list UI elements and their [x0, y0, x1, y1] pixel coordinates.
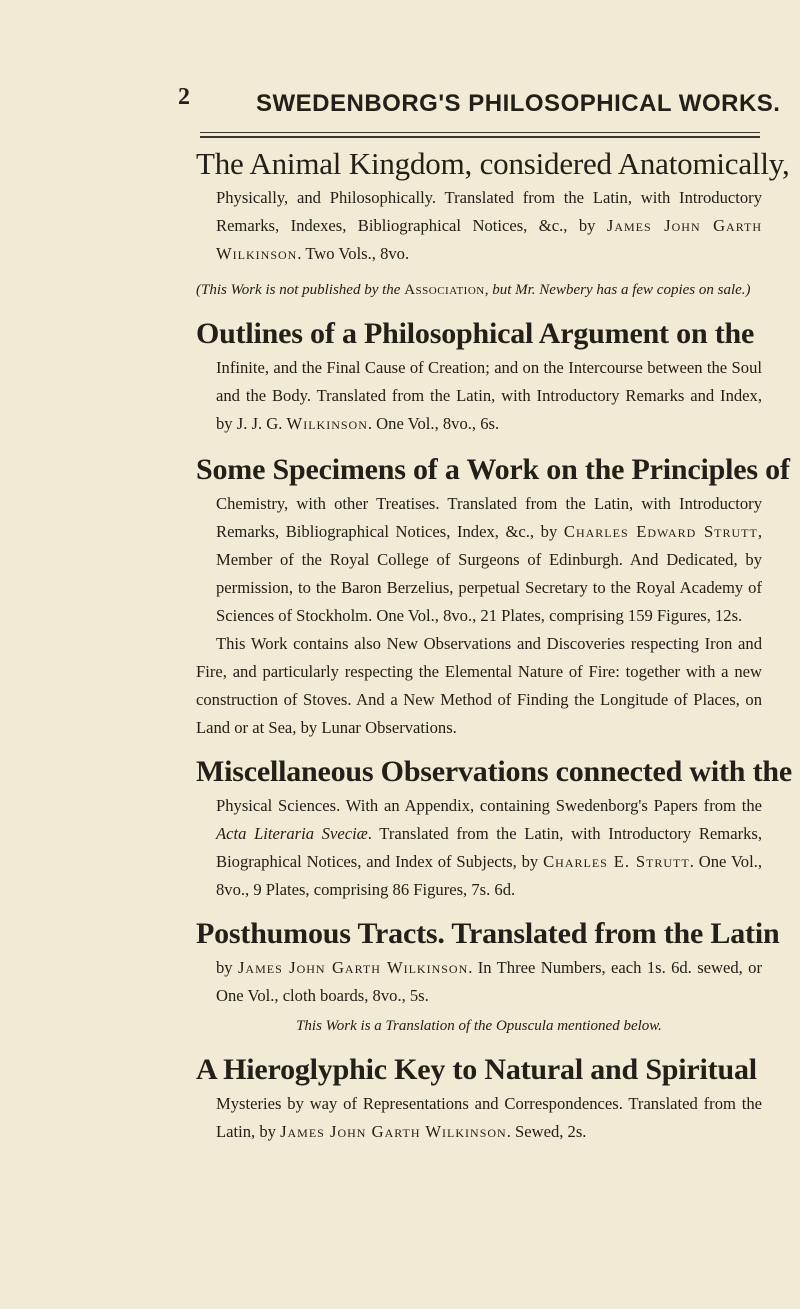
author-name: Charles E. Strutt: [543, 852, 690, 871]
author-name: James John Garth Wilkinson: [216, 216, 762, 263]
entry-animal-kingdom: [196, 144, 790, 304]
desc-text: Chemistry, with other Treatises. Translated from the Latin, with Introductory Remarks, Bibliographical Notices, Index, &c., by: [216, 494, 762, 541]
entry-description: [216, 184, 762, 268]
desc-italic-title: Acta Literaria Sveciæ: [216, 824, 368, 843]
entry-description: [216, 1090, 762, 1146]
desc-text: by: [216, 958, 238, 977]
desc-text: . One Vol., 8vo., 9 Plates, comprising 86 Figures, 7s. 6d.: [216, 852, 762, 899]
author-name: James John Garth Wilkinson: [237, 958, 469, 977]
entry-description: [216, 490, 762, 630]
header-rule-thick: [200, 136, 760, 138]
entry-title: Outlines of a Philosophical Argument on the: [196, 317, 755, 350]
entry-title: Posthumous Tracts. Translated from the Latin: [196, 917, 780, 950]
note-text: (This Work is not published by the: [196, 282, 405, 298]
entry-posthumous-tracts: [196, 914, 780, 1040]
desc-text: . In Three Numbers, each 1s. 6d. sewed, or One Vol., cloth boards, 8vo., 5s.: [216, 958, 762, 1005]
page-header: [178, 84, 781, 124]
desc-text: Infinite, and the Final Cause of Creation; and on the Intercourse between the Soul and the Body. Translated from the Latin, with Introductory Remarks and Index, by J. J. G.: [216, 358, 762, 433]
running-head: SWEDENBORG'S PHILOSOPHICAL WORKS.: [256, 90, 781, 117]
entry-paragraph: This Work contains also New Observations and Discoveries respecting Iron and Fire, and particularly respecting the Elemental Nature of Fire: together with a new construction of Stoves. And a New Method of Finding the Longitude of Places, on Land or at Sea, by Lunar Observations.: [196, 634, 762, 737]
entry-note: [196, 276, 762, 304]
entry-hieroglyphic-key: [196, 1050, 762, 1146]
desc-text: , Member of the Royal College of Surgeons of Edinburgh. And Dedicated, by permission, to the Baron Berzelius, perpetual Secretary to the Royal Academy of Sciences of Stockholm. One Vol., 8vo., 21 Plates, comprising 159 Figures, 12s.: [216, 522, 762, 625]
entry-miscellaneous: [196, 752, 792, 904]
entry-title: A Hieroglyphic Key to Natural and Spiritual: [196, 1053, 757, 1086]
note-association: Association: [404, 282, 485, 298]
note-text: , but Mr. Newbery has a few copies on sale.): [484, 282, 751, 298]
entry-title: Miscellaneous Observations connected with the: [196, 755, 792, 788]
header-rule-thin: [200, 132, 760, 133]
desc-text: Physically, and Philosophically. Translated from the Latin, with Introductory Remarks, Indexes, Bibliographical Notices, &c., by: [216, 188, 762, 235]
desc-text: Physical Sciences. With an Appendix, containing Swedenborg's Papers from the: [216, 796, 762, 815]
desc-text: . Sewed, 2s.: [506, 1122, 587, 1141]
entry-description: [216, 954, 762, 1010]
entry-specimens-chemistry: [196, 450, 790, 742]
page-number: 2: [178, 84, 190, 110]
desc-text: Mysteries by way of Representations and Correspondences. Translated from the Latin, by: [216, 1094, 762, 1141]
desc-text: . Two Vols., 8vo.: [297, 244, 410, 263]
entry-title: Some Specimens of a Work on the Principles of: [196, 453, 790, 486]
entry-description: [216, 354, 762, 438]
author-name: Wilkinson: [286, 414, 368, 433]
entry-note: This Work is a Translation of the Opuscula mentioned below.: [296, 1018, 662, 1034]
entry-title: The Animal Kingdom, considered Anatomically,: [196, 146, 790, 181]
entry-description: [216, 792, 762, 904]
author-name: Charles Edward Strutt: [563, 522, 758, 541]
entry-outlines: [196, 314, 762, 438]
desc-text: . One Vol., 8vo., 6s.: [367, 414, 500, 433]
catalogue-entries: [196, 144, 792, 1146]
author-name: James John Garth Wilkinson: [280, 1122, 507, 1141]
desc-text: . Translated from the Latin, with Introductory Remarks, Biographical Notices, and Index of Subjects, by: [216, 824, 762, 871]
